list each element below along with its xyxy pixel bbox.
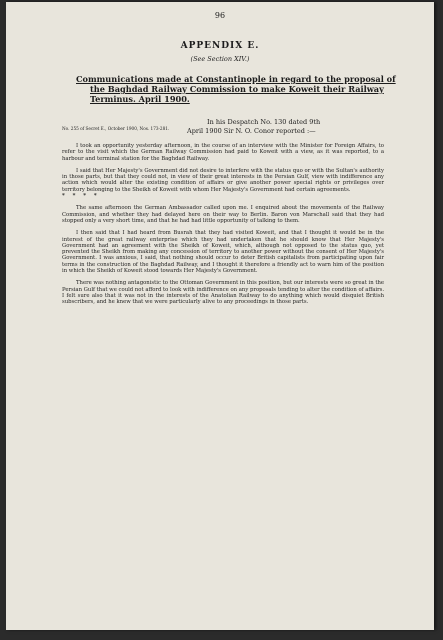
marginal-reference: No. 255 of Secret E., October 1900, Nos. 173-281. — [62, 126, 170, 131]
despatch-line-2: April 1900 Sir N. O. Conor reported :— — [187, 127, 316, 135]
appendix-subtitle: (See Section XIV.) — [190, 55, 250, 63]
page-number: 96 — [214, 11, 226, 20]
paragraph-2 — [62, 168, 384, 199]
paragraph-4: I then said that I had heard from Busrah that they had visited Koweit, and that I thought it would be in the interest of the great railway enterprise which they had undertaken that he should know that Her Majesty's Government had an agreement with the Sheikh of Koweit, which, although not opposed to the status quo, yet prevented the Sheikh from making any concession of territory to another power without the consent of Her Majesty's Government. I was anxious, I said, that nothing should occur to deter British capitalists from participating upon fair terms in the construction of the Baghdad Railway, and I thought it therefore a friendly act to warn him of the position in which the Sheikh of Koweit stood towards Her Majesty's Government. — [62, 230, 384, 275]
paragraph-3: The same afternoon the German Ambassador called upon me. I enquired about the movements of the Railway Commission, and whether they had delayed here on their way to Berlin. Baron von Marschall said that they had stopped only a very short time, and that he had had little opportunity of talking to them. — [62, 205, 384, 224]
document-body — [62, 143, 384, 312]
heading-line-1: Communications made at Constantinople in regard to the proposal of — [76, 74, 396, 84]
document-heading — [76, 74, 396, 104]
paragraph-1: I took an opportunity yesterday afternoon, in the course of an interview with the Minister for Foreign Affairs, to refer to the visit which the German Railway Commission had paid to Koweit with a view, as it was reported, to a harbour and terminal station for the Baghdad Railway. — [62, 143, 384, 162]
omission-stars: * * * * — [62, 193, 100, 200]
paragraph-5: There was nothing antagonistic to the Ottoman Government in this position, but our interests were so great in the Persian Gulf that we could not afford to look with indifference on any proposals tending to alter the condition of affairs. I felt sure also that it was not in the interests of the Anatolian Railway to do anything which would disquiet British subscribers, and he knew that we were particularly alive to any proceedings in those parts. — [62, 280, 384, 306]
heading-line-2: the Baghdad Railway Commission to make Koweit their Railway — [90, 84, 384, 94]
despatch-note — [187, 118, 321, 136]
heading-line-3: Terminus. April 1900. — [90, 94, 190, 104]
paragraph-2-text: I said that Her Majesty's Government did not desire to interfere with the status quo or with the Sultan's authority in those parts, but that they could not, in view of their great interests in the Persian Gulf, view with indifference any action which would alter the existing condition of affairs or give another power special rights or privileges over territory belonging to the Sheikh of Koweit with whom Her Majesty's Government had certain agreements. — [62, 167, 384, 193]
appendix-title: APPENDIX E. — [180, 41, 260, 51]
document-page — [6, 2, 434, 630]
despatch-line-1: In his Despatch No. 130 dated 9th — [207, 118, 321, 126]
